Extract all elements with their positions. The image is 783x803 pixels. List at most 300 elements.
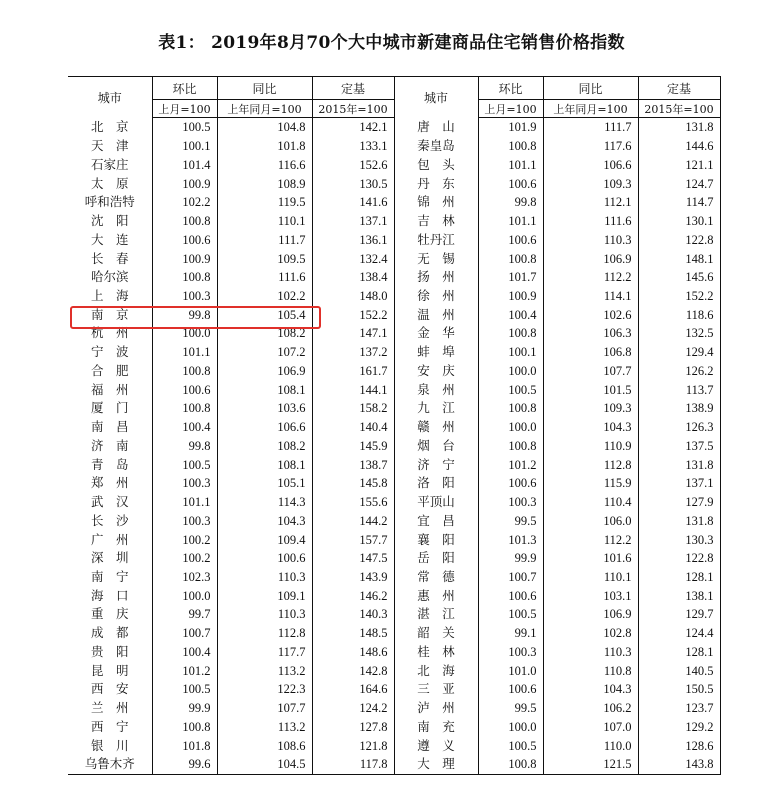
- cell-base-right: 118.6: [638, 305, 720, 324]
- cell-yoy-right: 109.3: [543, 174, 638, 193]
- cell-base-left: 138.4: [312, 268, 394, 287]
- cell-city-right: 湛 江: [394, 605, 478, 624]
- cell-city-left: 大 连: [68, 230, 152, 249]
- table-row: [68, 305, 720, 324]
- cell-city-right: 赣 州: [394, 418, 478, 437]
- cell-base-left: 141.6: [312, 193, 394, 212]
- cell-yoy-left: 101.8: [217, 137, 312, 156]
- cell-base-left: 152.6: [312, 155, 394, 174]
- cell-city-right: 泉 州: [394, 380, 478, 399]
- cell-mom-left: 100.8: [152, 268, 217, 287]
- cell-mom-left: 100.5: [152, 455, 217, 474]
- cell-yoy-right: 107.0: [543, 718, 638, 737]
- cell-city-left: 长 沙: [68, 511, 152, 530]
- cell-mom-right: 99.1: [478, 624, 543, 643]
- cell-yoy-left: 112.8: [217, 624, 312, 643]
- cell-yoy-right: 109.3: [543, 399, 638, 418]
- cell-base-right: 145.6: [638, 268, 720, 287]
- cell-yoy-right: 101.5: [543, 380, 638, 399]
- cell-base-right: 130.3: [638, 530, 720, 549]
- cell-mom-right: 99.5: [478, 699, 543, 718]
- cell-city-right: 唐 山: [394, 118, 478, 137]
- cell-mom-left: 100.8: [152, 718, 217, 737]
- cell-base-right: 126.2: [638, 362, 720, 381]
- cell-yoy-left: 110.3: [217, 568, 312, 587]
- cell-mom-left: 100.4: [152, 643, 217, 662]
- cell-city-left: 宁 波: [68, 343, 152, 362]
- header-yoy-left: 同比: [217, 77, 312, 100]
- cell-yoy-left: 107.2: [217, 343, 312, 362]
- cell-mom-right: 100.3: [478, 643, 543, 662]
- cell-yoy-left: 122.3: [217, 680, 312, 699]
- cell-base-left: 148.6: [312, 643, 394, 662]
- cell-mom-left: 100.3: [152, 474, 217, 493]
- cell-base-right: 137.1: [638, 474, 720, 493]
- cell-city-left: 济 南: [68, 436, 152, 455]
- cell-city-left: 武 汉: [68, 493, 152, 512]
- cell-yoy-right: 110.1: [543, 568, 638, 587]
- cell-yoy-right: 114.1: [543, 287, 638, 306]
- header-city-right: 城市: [394, 77, 478, 118]
- table-row: [68, 736, 720, 755]
- cell-base-right: 128.1: [638, 568, 720, 587]
- cell-base-right: 138.1: [638, 586, 720, 605]
- cell-yoy-left: 104.3: [217, 511, 312, 530]
- cell-mom-right: 101.1: [478, 155, 543, 174]
- cell-city-right: 韶 关: [394, 624, 478, 643]
- table-title: 表1： 2019年8月70个大中城市新建商品住宅销售价格指数: [158, 33, 625, 53]
- table-row: [68, 249, 720, 268]
- cell-mom-left: 101.8: [152, 736, 217, 755]
- cell-city-left: 长 春: [68, 249, 152, 268]
- cell-yoy-right: 106.9: [543, 249, 638, 268]
- cell-base-right: 152.2: [638, 287, 720, 306]
- table-row: [68, 568, 720, 587]
- cell-city-right: 蚌 埠: [394, 343, 478, 362]
- cell-yoy-right: 103.1: [543, 586, 638, 605]
- cell-base-right: 124.4: [638, 624, 720, 643]
- header-mom-left: 环比: [152, 77, 217, 100]
- cell-yoy-left: 117.7: [217, 643, 312, 662]
- cell-city-right: 包 头: [394, 155, 478, 174]
- cell-base-left: 148.0: [312, 287, 394, 306]
- cell-yoy-left: 113.2: [217, 718, 312, 737]
- cell-base-right: 150.5: [638, 680, 720, 699]
- cell-yoy-left: 108.9: [217, 174, 312, 193]
- cell-yoy-left: 114.3: [217, 493, 312, 512]
- cell-base-left: 133.1: [312, 137, 394, 156]
- cell-mom-left: 100.9: [152, 249, 217, 268]
- cell-yoy-left: 100.6: [217, 549, 312, 568]
- cell-city-right: 安 庆: [394, 362, 478, 381]
- cell-city-left: 石家庄: [68, 155, 152, 174]
- cell-mom-right: 100.8: [478, 249, 543, 268]
- cell-yoy-right: 106.2: [543, 699, 638, 718]
- cell-city-right: 济 宁: [394, 455, 478, 474]
- cell-base-left: 145.8: [312, 474, 394, 493]
- table-row: [68, 661, 720, 680]
- cell-base-left: 137.1: [312, 212, 394, 231]
- cell-city-left: 银 川: [68, 736, 152, 755]
- table-row: [68, 680, 720, 699]
- cell-mom-right: 101.2: [478, 455, 543, 474]
- cell-yoy-right: 110.9: [543, 436, 638, 455]
- cell-city-left: 北 京: [68, 118, 152, 137]
- cell-city-right: 惠 州: [394, 586, 478, 605]
- table-body: [68, 118, 720, 775]
- cell-base-left: 148.5: [312, 624, 394, 643]
- header-yoy-right: 同比: [543, 77, 638, 100]
- header-base-sub-left: 2015年=100: [312, 100, 394, 118]
- cell-mom-left: 100.8: [152, 212, 217, 231]
- cell-mom-left: 101.1: [152, 493, 217, 512]
- cell-mom-left: 99.8: [152, 436, 217, 455]
- table-row: [68, 530, 720, 549]
- cell-yoy-right: 110.3: [543, 230, 638, 249]
- header-city-left: 城市: [68, 77, 152, 118]
- cell-mom-right: 101.0: [478, 661, 543, 680]
- cell-city-right: 烟 台: [394, 436, 478, 455]
- cell-city-right: 桂 林: [394, 643, 478, 662]
- cell-yoy-left: 105.1: [217, 474, 312, 493]
- cell-base-right: 113.7: [638, 380, 720, 399]
- table-row: [68, 699, 720, 718]
- table-row: [68, 137, 720, 156]
- cell-base-left: 132.4: [312, 249, 394, 268]
- cell-yoy-left: 109.5: [217, 249, 312, 268]
- cell-city-right: 襄 阳: [394, 530, 478, 549]
- cell-base-left: 158.2: [312, 399, 394, 418]
- cell-base-left: 145.9: [312, 436, 394, 455]
- cell-mom-right: 100.0: [478, 362, 543, 381]
- table-row: [68, 287, 720, 306]
- table-row: [68, 343, 720, 362]
- cell-yoy-right: 102.6: [543, 305, 638, 324]
- cell-mom-right: 100.6: [478, 174, 543, 193]
- cell-city-left: 贵 阳: [68, 643, 152, 662]
- cell-city-right: 平顶山: [394, 493, 478, 512]
- cell-city-left: 天 津: [68, 137, 152, 156]
- cell-yoy-right: 117.6: [543, 137, 638, 156]
- cell-yoy-right: 106.6: [543, 155, 638, 174]
- cell-yoy-right: 104.3: [543, 418, 638, 437]
- cell-base-left: 137.2: [312, 343, 394, 362]
- cell-yoy-right: 112.2: [543, 530, 638, 549]
- cell-base-right: 121.1: [638, 155, 720, 174]
- cell-base-left: 127.8: [312, 718, 394, 737]
- cell-base-right: 144.6: [638, 137, 720, 156]
- cell-mom-left: 99.7: [152, 605, 217, 624]
- cell-mom-right: 100.4: [478, 305, 543, 324]
- cell-city-right: 锦 州: [394, 193, 478, 212]
- cell-yoy-left: 108.6: [217, 736, 312, 755]
- cell-city-right: 秦皇岛: [394, 137, 478, 156]
- cell-mom-right: 101.3: [478, 530, 543, 549]
- table-row: [68, 511, 720, 530]
- cell-mom-right: 100.0: [478, 718, 543, 737]
- cell-city-right: 北 海: [394, 661, 478, 680]
- cell-mom-right: 100.6: [478, 230, 543, 249]
- table-row: [68, 549, 720, 568]
- cell-yoy-left: 108.2: [217, 436, 312, 455]
- cell-base-left: 121.8: [312, 736, 394, 755]
- cell-mom-right: 100.8: [478, 324, 543, 343]
- cell-yoy-right: 102.8: [543, 624, 638, 643]
- cell-base-right: 122.8: [638, 549, 720, 568]
- cell-base-right: 131.8: [638, 455, 720, 474]
- cell-mom-right: 100.0: [478, 418, 543, 437]
- table-row: [68, 118, 720, 137]
- header-yoy-sub-left: 上年同月=100: [217, 100, 312, 118]
- cell-mom-right: 101.1: [478, 212, 543, 231]
- cell-base-right: 140.5: [638, 661, 720, 680]
- cell-city-left: 海 口: [68, 586, 152, 605]
- cell-yoy-left: 106.9: [217, 362, 312, 381]
- cell-base-right: 130.1: [638, 212, 720, 231]
- cell-mom-left: 100.5: [152, 680, 217, 699]
- cell-city-left: 郑 州: [68, 474, 152, 493]
- cell-yoy-right: 111.7: [543, 118, 638, 137]
- cell-yoy-right: 110.4: [543, 493, 638, 512]
- cell-yoy-right: 106.8: [543, 343, 638, 362]
- cell-city-left: 杭 州: [68, 324, 152, 343]
- table-row: [68, 455, 720, 474]
- cell-mom-left: 99.9: [152, 699, 217, 718]
- cell-mom-right: 99.8: [478, 193, 543, 212]
- cell-city-left: 重 庆: [68, 605, 152, 624]
- table-row: [68, 324, 720, 343]
- cell-mom-right: 99.5: [478, 511, 543, 530]
- cell-city-left: 呼和浩特: [68, 193, 152, 212]
- table-row: [68, 474, 720, 493]
- cell-mom-right: 100.6: [478, 474, 543, 493]
- cell-base-right: 138.9: [638, 399, 720, 418]
- cell-yoy-left: 111.6: [217, 268, 312, 287]
- cell-mom-left: 102.2: [152, 193, 217, 212]
- cell-city-right: 大 理: [394, 755, 478, 774]
- cell-mom-left: 101.2: [152, 661, 217, 680]
- cell-yoy-left: 104.5: [217, 755, 312, 774]
- cell-base-right: 132.5: [638, 324, 720, 343]
- cell-mom-left: 100.2: [152, 530, 217, 549]
- cell-base-left: 147.5: [312, 549, 394, 568]
- header-mom-right: 环比: [478, 77, 543, 100]
- cell-base-right: 124.7: [638, 174, 720, 193]
- cell-base-right: 126.3: [638, 418, 720, 437]
- cell-yoy-left: 104.8: [217, 118, 312, 137]
- cell-city-left: 南 宁: [68, 568, 152, 587]
- cell-yoy-right: 101.6: [543, 549, 638, 568]
- cell-city-left: 沈 阳: [68, 212, 152, 231]
- cell-city-right: 泸 州: [394, 699, 478, 718]
- cell-mom-left: 99.6: [152, 755, 217, 774]
- cell-mom-right: 100.5: [478, 736, 543, 755]
- table-row: [68, 418, 720, 437]
- cell-yoy-left: 119.5: [217, 193, 312, 212]
- cell-base-left: 142.1: [312, 118, 394, 137]
- cell-yoy-right: 112.2: [543, 268, 638, 287]
- cell-base-left: 140.3: [312, 605, 394, 624]
- cell-base-right: 122.8: [638, 230, 720, 249]
- cell-yoy-right: 106.3: [543, 324, 638, 343]
- cell-yoy-left: 108.1: [217, 380, 312, 399]
- cell-yoy-right: 104.3: [543, 680, 638, 699]
- table-row: [68, 643, 720, 662]
- cell-mom-left: 100.0: [152, 586, 217, 605]
- cell-base-left: 136.1: [312, 230, 394, 249]
- cell-city-left: 太 原: [68, 174, 152, 193]
- cell-yoy-left: 109.4: [217, 530, 312, 549]
- cell-yoy-left: 105.4: [217, 305, 312, 324]
- table-row: [68, 212, 720, 231]
- cell-yoy-right: 107.7: [543, 362, 638, 381]
- cell-yoy-right: 110.3: [543, 643, 638, 662]
- cell-yoy-left: 109.1: [217, 586, 312, 605]
- cell-base-right: 148.1: [638, 249, 720, 268]
- table-row: [68, 755, 720, 774]
- cell-base-right: 129.2: [638, 718, 720, 737]
- cell-city-left: 厦 门: [68, 399, 152, 418]
- cell-mom-left: 99.8: [152, 305, 217, 324]
- cell-mom-right: 100.5: [478, 605, 543, 624]
- cell-mom-left: 100.2: [152, 549, 217, 568]
- cell-city-left: 福 州: [68, 380, 152, 399]
- table-row: [68, 399, 720, 418]
- cell-mom-right: 100.6: [478, 680, 543, 699]
- cell-base-right: 137.5: [638, 436, 720, 455]
- cell-mom-left: 100.8: [152, 362, 217, 381]
- cell-mom-right: 100.1: [478, 343, 543, 362]
- cell-yoy-left: 106.6: [217, 418, 312, 437]
- cell-mom-left: 101.4: [152, 155, 217, 174]
- table-row: [68, 436, 720, 455]
- cell-base-left: 138.7: [312, 455, 394, 474]
- cell-mom-left: 100.3: [152, 287, 217, 306]
- cell-mom-right: 100.6: [478, 586, 543, 605]
- table-row: [68, 718, 720, 737]
- cell-city-right: 九 江: [394, 399, 478, 418]
- table-row: [68, 380, 720, 399]
- price-index-table: [68, 76, 721, 775]
- cell-mom-left: 100.7: [152, 624, 217, 643]
- cell-yoy-left: 116.6: [217, 155, 312, 174]
- cell-mom-left: 100.4: [152, 418, 217, 437]
- cell-base-left: 147.1: [312, 324, 394, 343]
- cell-yoy-left: 108.1: [217, 455, 312, 474]
- cell-city-right: 岳 阳: [394, 549, 478, 568]
- header-mom-sub-right: 上月=100: [478, 100, 543, 118]
- cell-mom-right: 100.8: [478, 137, 543, 156]
- cell-yoy-right: 121.5: [543, 755, 638, 774]
- table-row: [68, 362, 720, 381]
- cell-yoy-right: 110.0: [543, 736, 638, 755]
- cell-mom-left: 100.5: [152, 118, 217, 137]
- cell-yoy-right: 115.9: [543, 474, 638, 493]
- header-yoy-sub-right: 上年同月=100: [543, 100, 638, 118]
- cell-city-right: 牡丹江: [394, 230, 478, 249]
- cell-mom-left: 100.1: [152, 137, 217, 156]
- cell-base-left: 157.7: [312, 530, 394, 549]
- cell-mom-right: 101.9: [478, 118, 543, 137]
- cell-yoy-left: 110.1: [217, 212, 312, 231]
- cell-base-right: 143.8: [638, 755, 720, 774]
- cell-base-left: 124.2: [312, 699, 394, 718]
- cell-yoy-right: 111.6: [543, 212, 638, 231]
- cell-city-right: 金 华: [394, 324, 478, 343]
- cell-base-left: 117.8: [312, 755, 394, 774]
- cell-city-right: 遵 义: [394, 736, 478, 755]
- cell-mom-right: 100.3: [478, 493, 543, 512]
- cell-yoy-left: 113.2: [217, 661, 312, 680]
- table-row: [68, 174, 720, 193]
- cell-mom-right: 100.8: [478, 755, 543, 774]
- cell-mom-right: 101.7: [478, 268, 543, 287]
- cell-mom-right: 100.8: [478, 399, 543, 418]
- cell-city-left: 深 圳: [68, 549, 152, 568]
- header-mom-sub-left: 上月=100: [152, 100, 217, 118]
- cell-mom-left: 100.6: [152, 230, 217, 249]
- cell-mom-right: 100.9: [478, 287, 543, 306]
- cell-yoy-right: 106.9: [543, 605, 638, 624]
- cell-yoy-left: 102.2: [217, 287, 312, 306]
- cell-base-right: 129.4: [638, 343, 720, 362]
- cell-base-left: 144.1: [312, 380, 394, 399]
- cell-base-left: 130.5: [312, 174, 394, 193]
- cell-city-left: 昆 明: [68, 661, 152, 680]
- cell-base-right: 114.7: [638, 193, 720, 212]
- cell-base-left: 155.6: [312, 493, 394, 512]
- cell-city-left: 青 岛: [68, 455, 152, 474]
- cell-base-left: 164.6: [312, 680, 394, 699]
- cell-yoy-right: 112.1: [543, 193, 638, 212]
- cell-base-right: 128.1: [638, 643, 720, 662]
- table-row: [68, 193, 720, 212]
- table-row: [68, 493, 720, 512]
- cell-mom-left: 100.8: [152, 399, 217, 418]
- table-row: [68, 268, 720, 287]
- cell-city-right: 常 德: [394, 568, 478, 587]
- cell-mom-left: 100.9: [152, 174, 217, 193]
- header-base-right: 定基: [638, 77, 720, 100]
- cell-mom-left: 100.0: [152, 324, 217, 343]
- cell-base-left: 161.7: [312, 362, 394, 381]
- cell-city-right: 徐 州: [394, 287, 478, 306]
- cell-city-left: 合 肥: [68, 362, 152, 381]
- cell-yoy-right: 110.8: [543, 661, 638, 680]
- cell-base-right: 131.8: [638, 118, 720, 137]
- cell-city-left: 乌鲁木齐: [68, 755, 152, 774]
- cell-city-right: 吉 林: [394, 212, 478, 231]
- cell-city-left: 广 州: [68, 530, 152, 549]
- cell-city-left: 西 安: [68, 680, 152, 699]
- table-row: [68, 155, 720, 174]
- cell-base-right: 128.6: [638, 736, 720, 755]
- cell-city-right: 扬 州: [394, 268, 478, 287]
- cell-base-right: 131.8: [638, 511, 720, 530]
- cell-yoy-left: 111.7: [217, 230, 312, 249]
- cell-base-left: 152.2: [312, 305, 394, 324]
- cell-city-left: 兰 州: [68, 699, 152, 718]
- cell-yoy-left: 110.3: [217, 605, 312, 624]
- cell-city-left: 西 宁: [68, 718, 152, 737]
- cell-city-left: 南 昌: [68, 418, 152, 437]
- cell-mom-right: 99.9: [478, 549, 543, 568]
- cell-city-right: 温 州: [394, 305, 478, 324]
- cell-yoy-left: 108.2: [217, 324, 312, 343]
- cell-city-right: 洛 阳: [394, 474, 478, 493]
- cell-base-left: 146.2: [312, 586, 394, 605]
- cell-city-right: 宜 昌: [394, 511, 478, 530]
